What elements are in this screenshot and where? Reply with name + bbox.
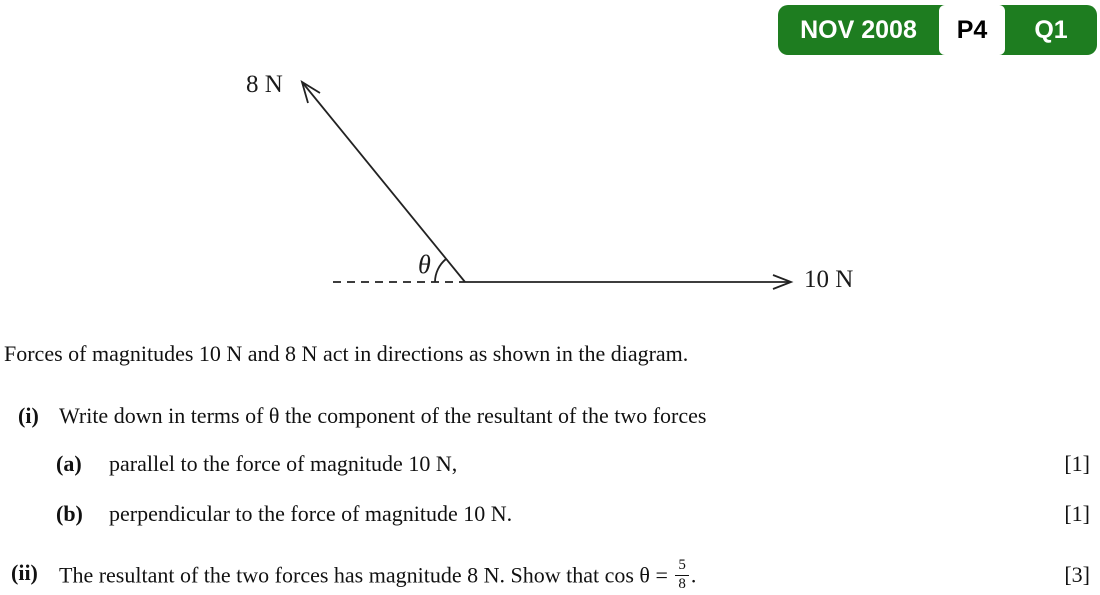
part-i-a-label: (a) [56,451,82,476]
badge-session-label: NOV 2008 [800,15,917,44]
badge-question-label: Q1 [1034,15,1068,44]
part-i-a-text: parallel to the force of magnitude 10 N, [109,451,458,476]
part-i-b-marks: [1] [1064,501,1090,526]
angle-theta-label: θ [418,250,431,279]
part-ii-text-after: . [690,562,697,588]
fraction-numerator: 5 [675,558,689,576]
fraction-denominator: 8 [678,575,686,592]
force-10N-label: 10 N [804,266,854,293]
part-ii-text-before: The resultant of the two forces has magnitude 8 N. Show that cos θ = [59,562,674,588]
part-ii-label: (ii) [11,560,38,585]
part-ii-marks: [3] [1064,562,1090,587]
cos-theta-fraction [675,558,689,593]
force-8N-label: 8 N [246,71,283,98]
badge-paper-label: P4 [939,5,1005,55]
angle-arc [435,259,446,282]
intro-text: Forces of magnitudes 10 N and 8 N act in directions as shown in the diagram. [4,341,689,366]
part-i-label: (i) [18,403,39,428]
part-i-a-marks: [1] [1064,451,1090,476]
part-i-b-label: (b) [56,501,83,526]
part-i-b-text: perpendicular to the force of magnitude 10 N. [109,501,513,526]
force-8N-shaft [302,82,465,282]
part-i-text: Write down in terms of θ the component of the resultant of the two forces [59,403,707,428]
part-ii-text [59,557,697,595]
